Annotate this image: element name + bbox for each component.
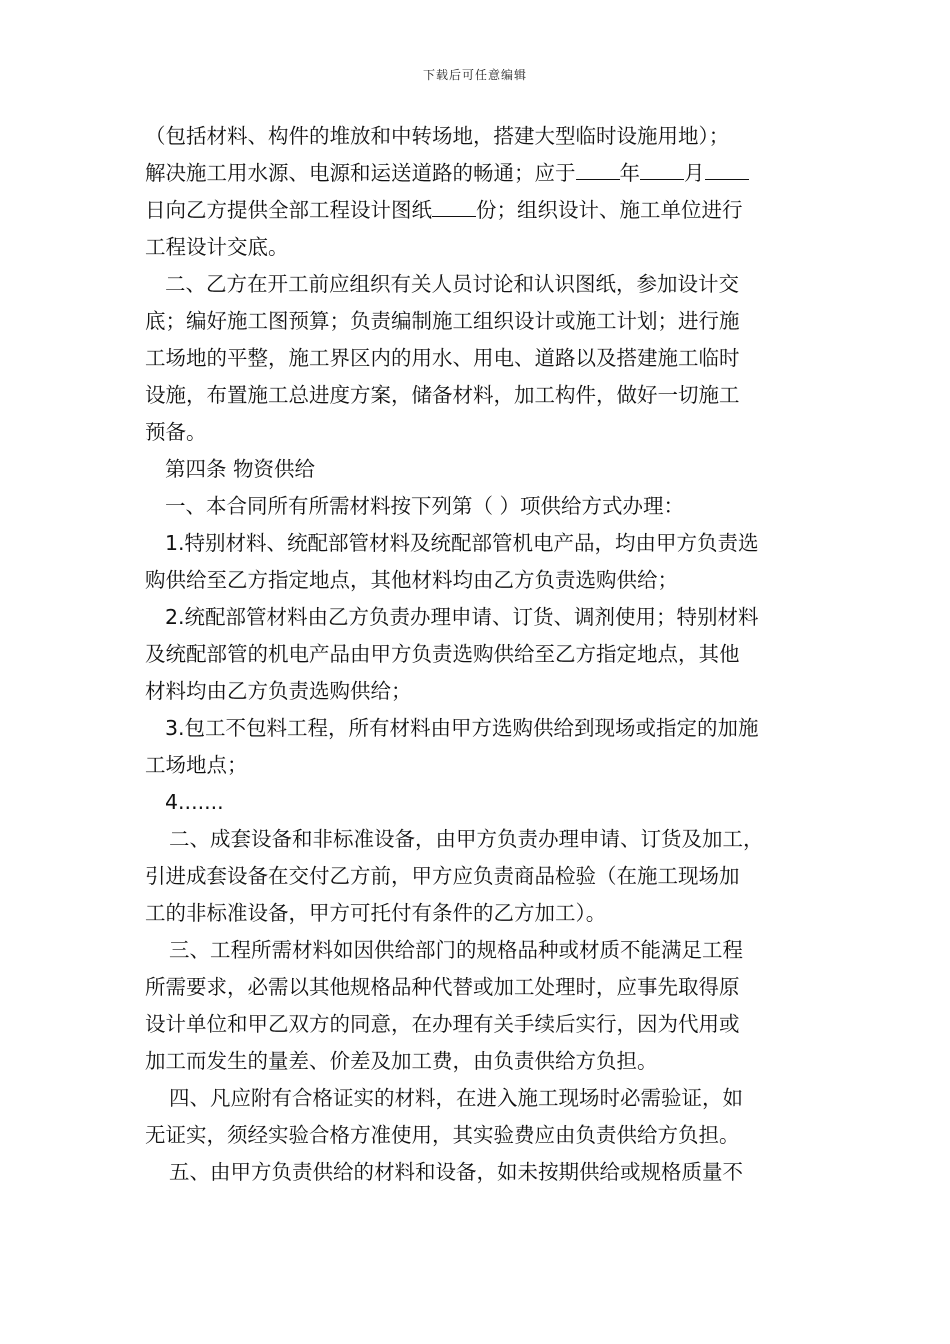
text-segment: 日向乙方提供全部工程设计图纸 xyxy=(145,198,432,222)
text-line: 二、成套设备和非标准设备，由甲方负责办理申请、订货及加工， xyxy=(169,827,764,851)
fill-blank-copies xyxy=(432,192,476,217)
text-line: 引进成套设备在交付乙方前，甲方应负责商品检验（在施工现场加 xyxy=(145,864,740,888)
text-line: 4....... xyxy=(165,790,224,814)
text-line: 材料均由乙方负责选购供给； xyxy=(145,679,412,703)
document-body xyxy=(145,118,815,1191)
page-header: 下载后可任意编辑 xyxy=(422,68,527,82)
text-line: 加工而发生的量差、价差及加工费，由负责供给方负担。 xyxy=(145,1049,658,1073)
text-line: 三、工程所需材料如因供给部门的规格品种或材质不能满足工程 xyxy=(169,938,743,962)
fill-blank-month xyxy=(640,155,684,180)
text-line xyxy=(145,192,815,229)
text-line: 设施，布置施工总进度方案，储备材料，加工构件，做好一切施工 xyxy=(145,383,740,407)
section-heading: 第四条 物资供给 xyxy=(165,457,316,481)
text-line: 工程设计交底。 xyxy=(145,235,289,259)
text-line: 工场地点； xyxy=(145,753,248,777)
text-line xyxy=(145,155,815,192)
text-line: 3.包工不包料工程，所有材料由甲方选购供给到现场或指定的加施 xyxy=(165,716,759,740)
text-line: 四、凡应附有合格证实的材料，在进入施工现场时必需验证，如 xyxy=(169,1086,743,1110)
text-line: 五、由甲方负责供给的材料和设备，如未按期供给或规格质量不 xyxy=(169,1160,743,1184)
text-line: 设计单位和甲乙双方的同意，在办理有关手续后实行，因为代用或 xyxy=(145,1012,740,1036)
text-line: （包括材料、构件的堆放和中转场地，搭建大型临时设施用地）； xyxy=(145,124,730,148)
text-line: 底；编好施工图预算；负责编制施工组织设计或施工计划；进行施 xyxy=(145,309,740,333)
text-segment: 月 xyxy=(684,161,705,185)
text-line: 一、本合同所有所需材料按下列第（ ）项供给方式办理： xyxy=(165,494,685,518)
text-line: 预备。 xyxy=(145,420,207,444)
text-segment: 年 xyxy=(619,161,640,185)
text-line: 1.特别材料、统配部管材料及统配部管机电产品，均由甲方负责选 xyxy=(165,531,759,555)
text-segment: 份；组织设计、施工单位进行 xyxy=(476,198,743,222)
text-line: 工的非标准设备，甲方可托付有条件的乙方加工）。 xyxy=(145,901,607,925)
text-line: 工场地的平整，施工界区内的用水、用电、道路以及搭建施工临时 xyxy=(145,346,740,370)
text-line: 2.统配部管材料由乙方负责办理申请、订货、调剂使用；特别材料 xyxy=(165,605,759,629)
text-line: 二、乙方在开工前应组织有关人员讨论和认识图纸，参加设计交 xyxy=(165,272,739,296)
text-line: 无证实，须经实验合格方准使用，其实验费应由负责供给方负担。 xyxy=(145,1123,740,1147)
text-line: 所需要求，必需以其他规格品种代替或加工处理时，应事先取得原 xyxy=(145,975,740,999)
fill-blank-year xyxy=(576,155,620,180)
fill-blank-day xyxy=(705,155,749,180)
text-segment: 解决施工用水源、电源和运送道路的畅通；应于 xyxy=(145,161,576,185)
text-line: 及统配部管的机电产品由甲方负责选购供给至乙方指定地点，其他 xyxy=(145,642,740,666)
text-line: 购供给至乙方指定地点，其他材料均由乙方负责选购供给； xyxy=(145,568,678,592)
